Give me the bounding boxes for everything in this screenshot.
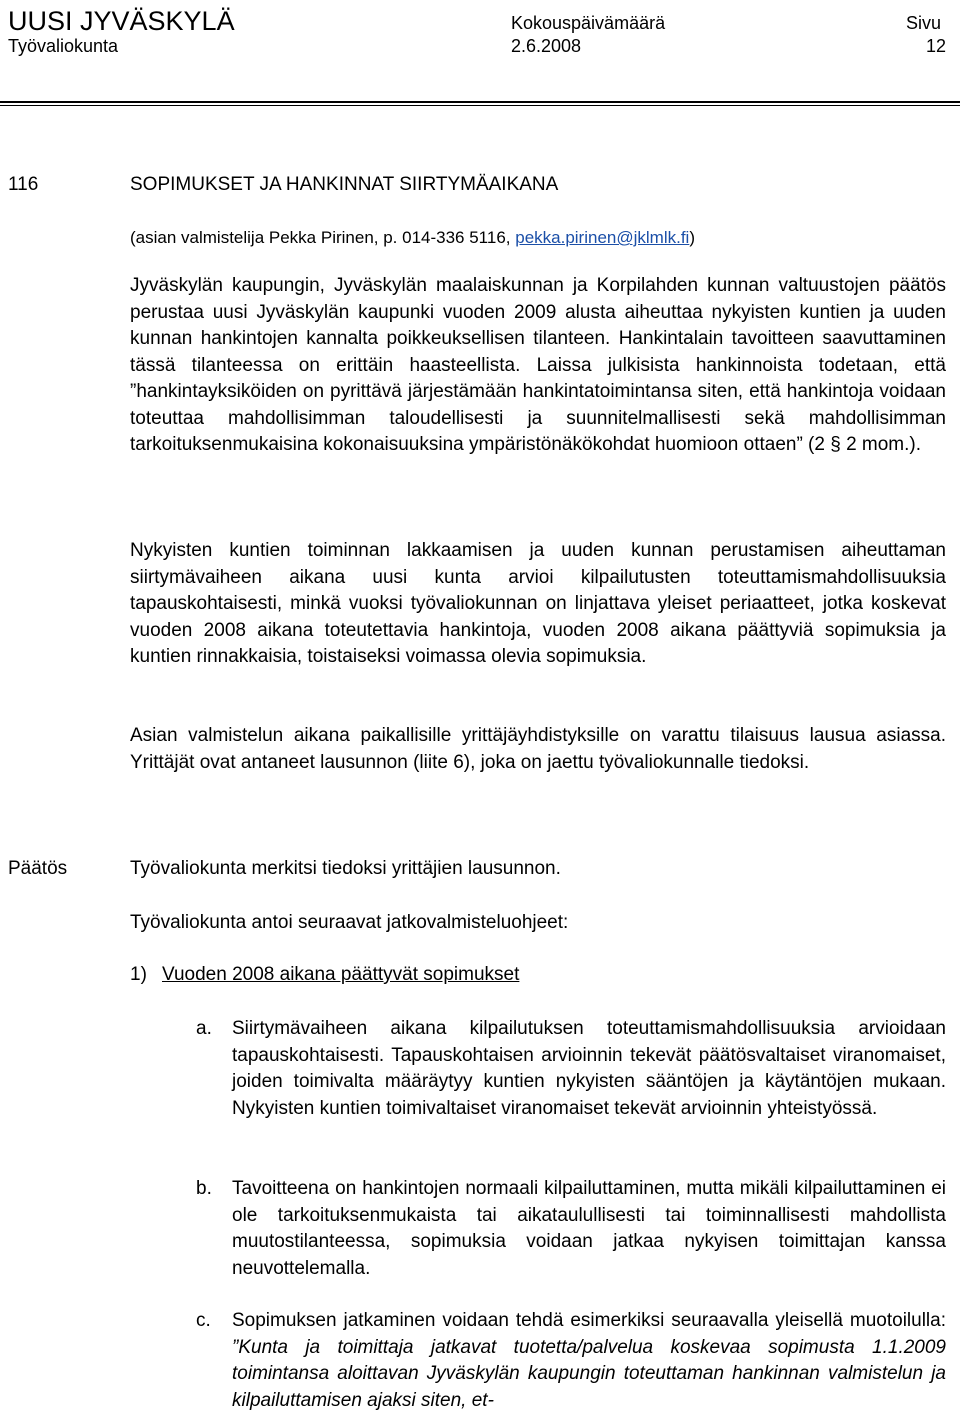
list-item-c — [232, 1308, 946, 1414]
item-number: 1) — [130, 964, 147, 985]
list-item-c-text: Sopimuksen jatkaminen voidaan tehdä esimerkiksi seuraavalla yleisellä muotoilulla: — [232, 1310, 946, 1331]
meeting-date-label: Kokouspäivämäärä — [511, 13, 666, 33]
decision-label: Päätös — [8, 858, 68, 879]
section-title: SOPIMUKSET JA HANKINNAT SIIRTYMÄAIKANA — [130, 174, 559, 195]
header-divider-thin — [0, 105, 960, 106]
preparer-close: ) — [689, 228, 695, 247]
preparer-info — [130, 225, 695, 252]
paragraph-background: Jyväskylän kaupungin, Jyväskylän maalaiskunnan ja Korpilahden kunnan valtuustojen päätös perustaa uusi Jyväskylän kaupunki vuoden 2009 alusta aiheuttaa nykyisten kuntien ja uuden kunnan hankintojen kannalta poikkeuksellisen tilanteen. Hankintalain tavoitteen saavuttaminen tässä tilanteessa on erittäin haasteellista. Laissa julkisista hankinnoista todetaan, että ”hankintayksiköiden on pyrittävä järjestämään hankintatoimintansa siten, että hankintoja voidaan toteuttaa mahdollisimman taloudellisesti ja suunnitelmallisesti sekä mahdollisimman tarkoituksenmukaisina kokonaisuuksina ympäristönäkökohdat huomioon ottaen” (2 § 2 mom.). — [130, 275, 946, 455]
paragraph-transition: Nykyisten kuntien toiminnan lakkaamisen ja uuden kunnan perustamisen aiheuttaman siirtymävaiheen aikana uusi kunta arvioi kilpailutusten toteuttamismahdollisuuksia tapauskohtaisesti, minkä vuoksi työvaliokunnan on linjattava yleiset periaatteet, jotka koskevat vuoden 2008 aikana toteutettavia hankintoja, vuoden 2008 aikana päättyviä sopimuksia ja kuntien rinnakkaisia, toistaiseksi voimassa olevia sopimuksia. — [130, 540, 946, 667]
paragraph-consultation: Asian valmistelun aikana paikallisille yrittäjäyhdistyksille on varattu tilaisuus lausua asiassa. Yrittäjät ovat antaneet lausunnon (liite 6), joka on jaettu työvaliokunnalle tiedoksi. — [130, 725, 946, 773]
list-letter-c: c. — [196, 1310, 211, 1331]
page-number: 12 — [926, 36, 947, 56]
preparer-email-link[interactable]: pekka.pirinen@jklmlk.fi — [515, 228, 690, 247]
committee-name: Työvaliokunta — [8, 36, 119, 56]
organization-name: UUSI JYVÄSKYLÄ — [8, 6, 235, 36]
section-number: 116 — [8, 174, 39, 195]
preparer-text: (asian valmistelija Pekka Pirinen, p. 014-336 5116, — [130, 228, 516, 247]
list-item-a: Siirtymävaiheen aikana kilpailutuksen toteuttamismahdollisuuksia arvioidaan tapauskohtaisesti. Tapauskohtaisen arvioinnin tekevät päätösvaltaiset viranomaiset, joiden toimivalta määräytyy kuntien nykyisten sääntöjen ja käytäntöjen mukaan. Nykyisten kuntien toimivaltaiset viranomaiset tekevät arvioinnin yhteistyössä. — [232, 1018, 946, 1119]
decision-text: Työvaliokunta merkitsi tiedoksi yrittäjien lausunnon. — [130, 858, 561, 879]
meeting-date: 2.6.2008 — [511, 36, 582, 56]
list-item-c-quote: ”Kunta ja toimittaja jatkavat tuotetta/palvelua koskevaa sopimusta 1.1.2009 toimintansa aloittavan Jyväskylän kaupungin toteuttaman hankinnan valmistelun ja kilpailuttamisen ajaksi siten, et- — [232, 1336, 946, 1411]
instructions-intro: Työvaliokunta antoi seuraavat jatkovalmisteluohjeet: — [130, 912, 569, 933]
header-divider — [0, 101, 960, 103]
list-letter-b: b. — [196, 1178, 212, 1199]
list-item-b: Tavoitteena on hankintojen normaali kilpailuttaminen, mutta mikäli kilpailuttaminen ei ole tarkoituksenmukaista tai aikataulullisesti tai toiminnallisesti mahdollista muutostilanteessa, sopimuksia voidaan jatkaa nykyisen toimittajan kanssa neuvottelemalla. — [232, 1178, 946, 1279]
list-letter-a: a. — [196, 1018, 212, 1039]
item-title: Vuoden 2008 aikana päättyvät sopimukset — [162, 964, 520, 985]
page-label: Sivu — [906, 13, 942, 33]
